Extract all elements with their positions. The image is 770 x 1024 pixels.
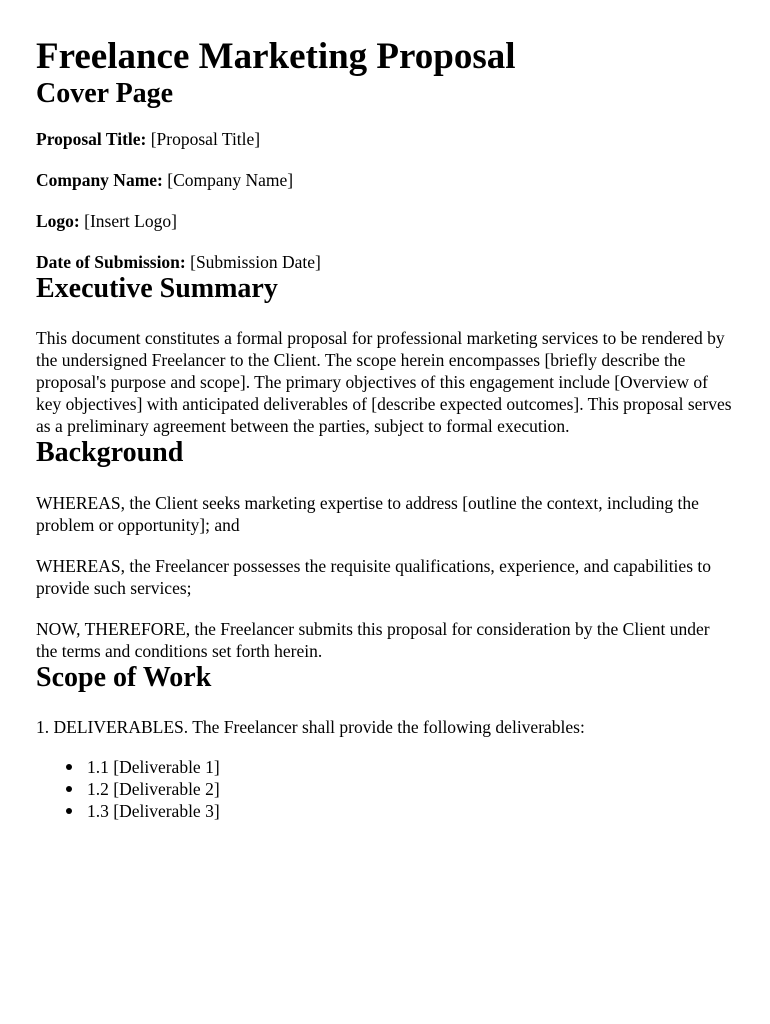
deliverables-intro: 1. DELIVERABLES. The Freelancer shall provide the following deliverables: — [36, 717, 585, 737]
proposal-title-field — [36, 128, 734, 150]
background-paragraph: WHEREAS, the Client seeks marketing expertise to address [outline the context, including the problem or opportunity]; and — [36, 493, 699, 535]
proposal-title-value: [Proposal Title] — [150, 129, 261, 149]
document-title: Freelance Marketing Proposal — [36, 36, 516, 77]
deliverable-text: 1.3 [Deliverable 3] — [87, 801, 220, 821]
proposal-title-label: Proposal Title: — [36, 129, 147, 149]
deliverable-item — [87, 800, 734, 822]
company-name-field — [36, 169, 734, 191]
deliverable-item — [87, 778, 734, 800]
background-paragraph: WHEREAS, the Freelancer possesses the requisite qualifications, experience, and capabilities to provide such services; — [36, 556, 711, 598]
submission-date-field — [36, 251, 734, 273]
bullet-icon — [66, 786, 72, 792]
executive-summary-heading: Executive Summary — [36, 273, 278, 304]
bullet-icon — [66, 808, 72, 814]
submission-date-value: [Submission Date] — [190, 252, 321, 272]
cover-page-heading: Cover Page — [36, 78, 174, 109]
deliverable-text: 1.2 [Deliverable 2] — [87, 779, 220, 799]
logo-label: Logo: — [36, 211, 80, 231]
background-paragraph: NOW, THEREFORE, the Freelancer submits this proposal for consideration by the Client under the terms and conditions set forth herein. — [36, 619, 710, 661]
logo-value: [Insert Logo] — [84, 211, 177, 231]
executive-summary-text: This document constitutes a formal proposal for professional marketing services to be rendered by the undersigned Freelancer to the Client. The scope herein encompasses [briefly describe the proposal's purpose and scope]. The primary objectives of this engagement include [Overview of key objectives] with anticipated deliverables of [describe expected outcomes]. This proposal serves as a preliminary agreement between the parties, subject to formal execution. — [36, 328, 732, 436]
company-name-label: Company Name: — [36, 170, 163, 190]
deliverable-text: 1.1 [Deliverable 1] — [87, 757, 220, 777]
scope-of-work-heading: Scope of Work — [36, 662, 212, 693]
deliverables-list — [36, 756, 734, 822]
bullet-icon — [66, 764, 72, 770]
background-heading: Background — [36, 437, 184, 468]
deliverable-item — [87, 756, 734, 778]
company-name-value: [Company Name] — [167, 170, 294, 190]
submission-date-label: Date of Submission: — [36, 252, 186, 272]
logo-field — [36, 210, 734, 232]
